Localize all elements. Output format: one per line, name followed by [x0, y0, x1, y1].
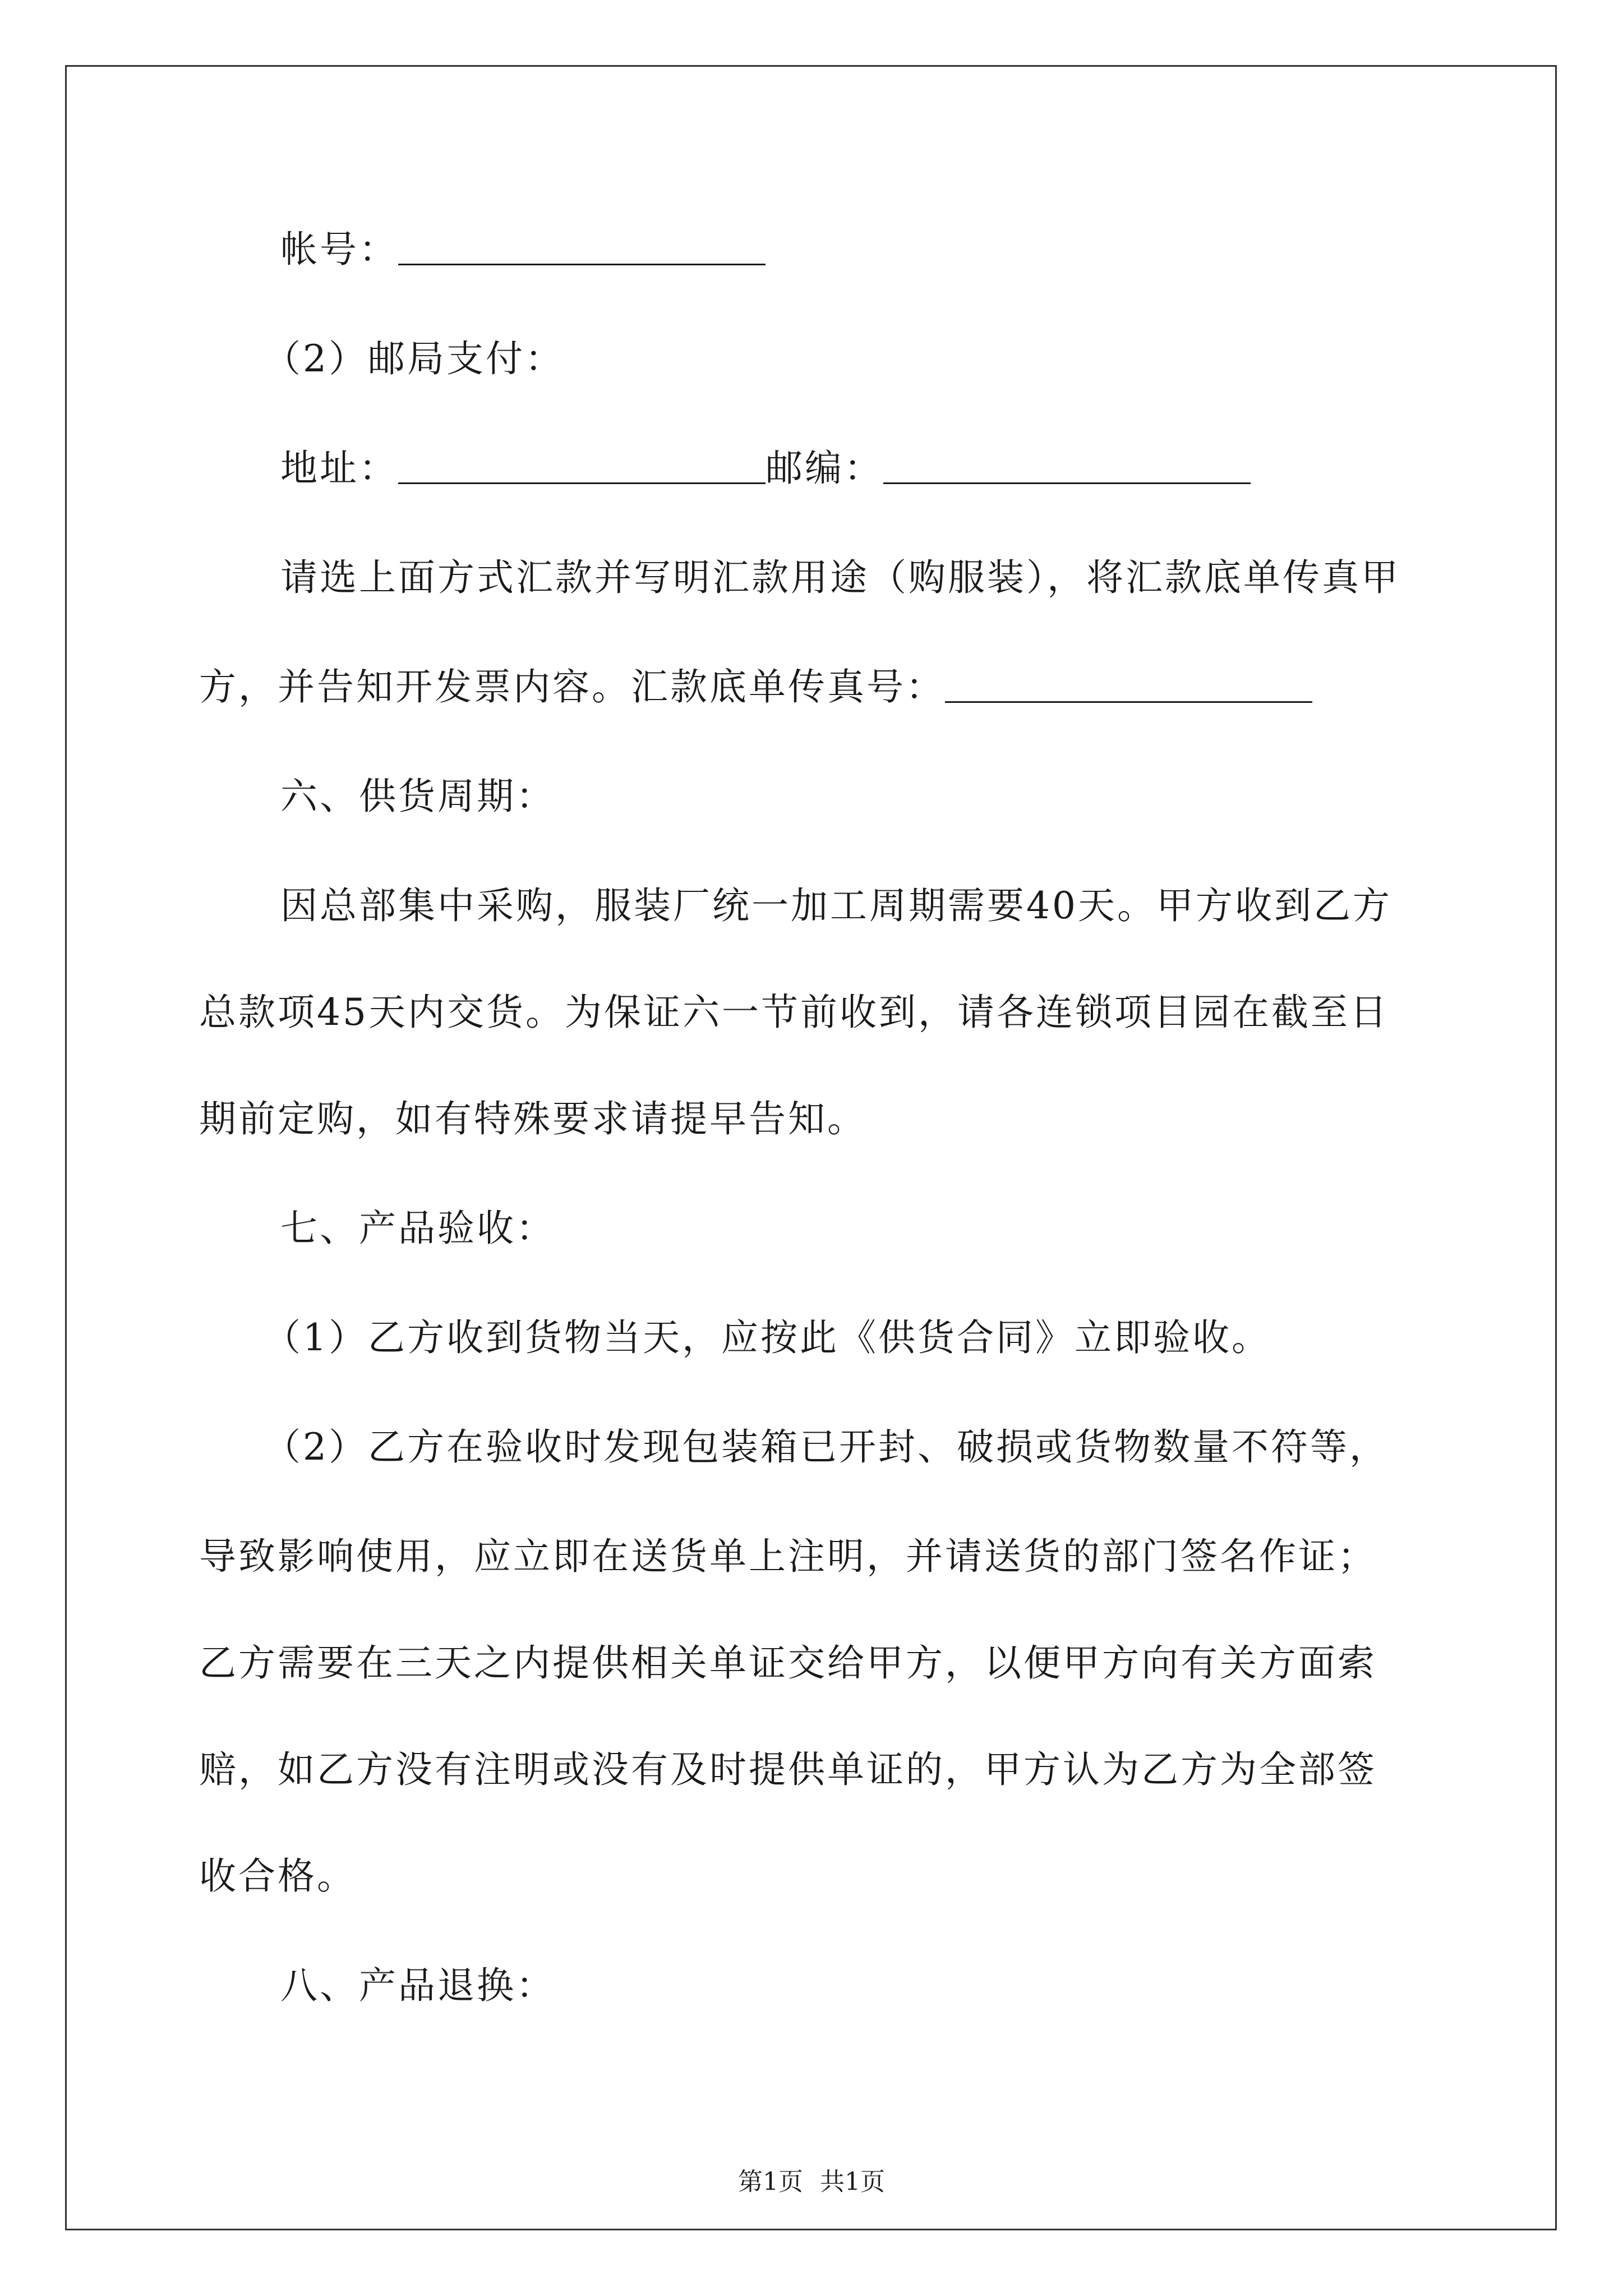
postal-payment-heading	[264, 334, 564, 384]
address-blank[interactable]	[398, 482, 766, 484]
paragraph-line	[280, 881, 1392, 931]
address-postcode-line	[280, 443, 1251, 494]
section-heading-text: 六、供货周期：	[280, 775, 555, 818]
paragraph-text: （1）乙方收到货物当天，应按此《供货合同》立即验收。	[264, 1316, 1271, 1359]
section-heading-supply-period	[280, 771, 555, 822]
postal-payment-text: （2）邮局支付：	[264, 337, 564, 380]
fax-number-blank[interactable]	[945, 701, 1312, 703]
postcode-label: 邮编：	[766, 447, 883, 490]
paragraph-line	[199, 1851, 356, 1902]
paragraph-line	[199, 1094, 866, 1144]
paragraph-line	[199, 1745, 1377, 1795]
paragraph-line	[280, 553, 1400, 603]
paragraph-text: 收合格。	[199, 1855, 356, 1898]
page-total: 共1页	[820, 2168, 885, 2196]
paragraph-text: 请选上面方式汇款并写明汇款用途（购服装），将汇款底单传真甲	[280, 556, 1400, 599]
page-footer	[0, 2165, 1623, 2199]
paragraph-text: （2）乙方在验收时发现包装箱已开封、破损或货物数量不符等，	[264, 1425, 1389, 1469]
page-number: 第1页	[738, 2168, 803, 2196]
account-number-line	[280, 224, 766, 275]
paragraph-text: 导致影响使用，应立即在送货单上注明，并请送货的部门签名作证；	[199, 1535, 1377, 1578]
paragraph-text: 方，并告知开发票内容。汇款底单传真号：	[199, 665, 945, 708]
account-number-blank[interactable]	[398, 263, 766, 265]
paragraph-text: 乙方需要在三天之内提供相关单证交给甲方，以便甲方向有关方面索	[199, 1641, 1377, 1685]
section-heading-returns	[280, 1961, 555, 2011]
postcode-blank[interactable]	[883, 482, 1251, 484]
address-label: 地址：	[280, 447, 398, 490]
section-heading-text: 八、产品退换：	[280, 1964, 555, 2007]
paragraph-line	[264, 1313, 1271, 1363]
paragraph-text: 赔，如乙方没有注明或没有及时提供单证的，甲方认为乙方为全部签	[199, 1748, 1377, 1791]
paragraph-text: 期前定购，如有特殊要求请提早告知。	[199, 1097, 866, 1140]
paragraph-text: 因总部集中采购，服装厂统一加工周期需要40天。甲方收到乙方	[280, 884, 1392, 927]
paragraph-line	[264, 1422, 1389, 1473]
paragraph-line	[199, 1531, 1377, 1582]
paragraph-text: 总款项45天内交货。为保证六一节前收到，请各连锁项目园在截至日	[199, 991, 1389, 1034]
paragraph-line	[199, 987, 1389, 1038]
section-heading-text: 七、产品验收：	[280, 1207, 555, 1250]
paragraph-line	[199, 1638, 1377, 1688]
paragraph-line	[199, 662, 1312, 712]
section-heading-acceptance	[280, 1203, 555, 1254]
account-number-label: 帐号：	[280, 228, 398, 271]
page-frame	[65, 65, 1557, 2230]
